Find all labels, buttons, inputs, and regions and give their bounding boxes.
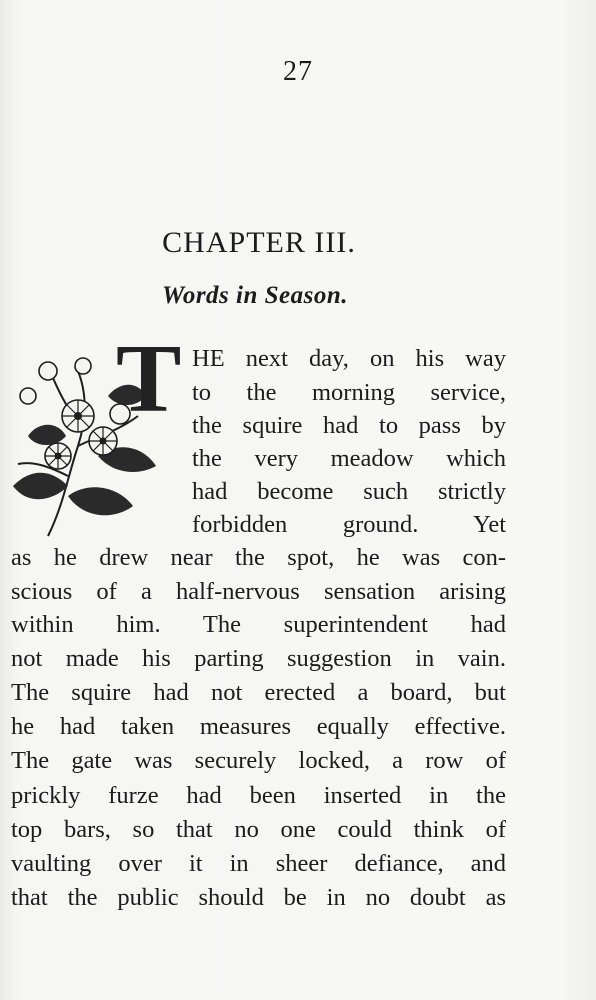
text-line: that the public should be in no doubt as — [11, 884, 506, 911]
text-line: as he drew near the spot, he was con- — [11, 544, 506, 571]
chapter-subtitle: Words in Season. — [161, 282, 349, 309]
text-line: forbidden ground. Yet — [192, 511, 506, 538]
drop-cap-letter: T — [116, 325, 182, 433]
text-line — [192, 347, 506, 372]
text-line: top bars, so that no one could think of — [11, 816, 506, 843]
text-line: to the morning service, — [192, 379, 506, 406]
page-number: 27 — [283, 56, 313, 87]
text-line: vaulting over it in sheer defiance, and — [11, 850, 506, 877]
text-line-content: next day, on his way — [224, 345, 506, 372]
text-line: within him. The superintendent had — [11, 611, 506, 638]
text-line: not made his parting suggestion in vain. — [11, 645, 506, 672]
text-line: the squire had to pass by — [192, 412, 506, 439]
first-word-small-caps: HE — [192, 345, 225, 372]
text-line: prickly furze had been inserted in the — [11, 782, 506, 809]
text-line: The squire had not erected a board, but — [11, 679, 506, 706]
text-line: the very meadow which — [192, 445, 506, 472]
text-line: had become such strictly — [192, 478, 506, 505]
chapter-title: CHAPTER III. — [162, 226, 356, 259]
text-line: The gate was securely locked, a row of — [11, 747, 506, 774]
text-line: he had taken measures equally effective. — [11, 713, 506, 740]
text-line: scious of a half-nervous sensation arising — [11, 578, 506, 605]
